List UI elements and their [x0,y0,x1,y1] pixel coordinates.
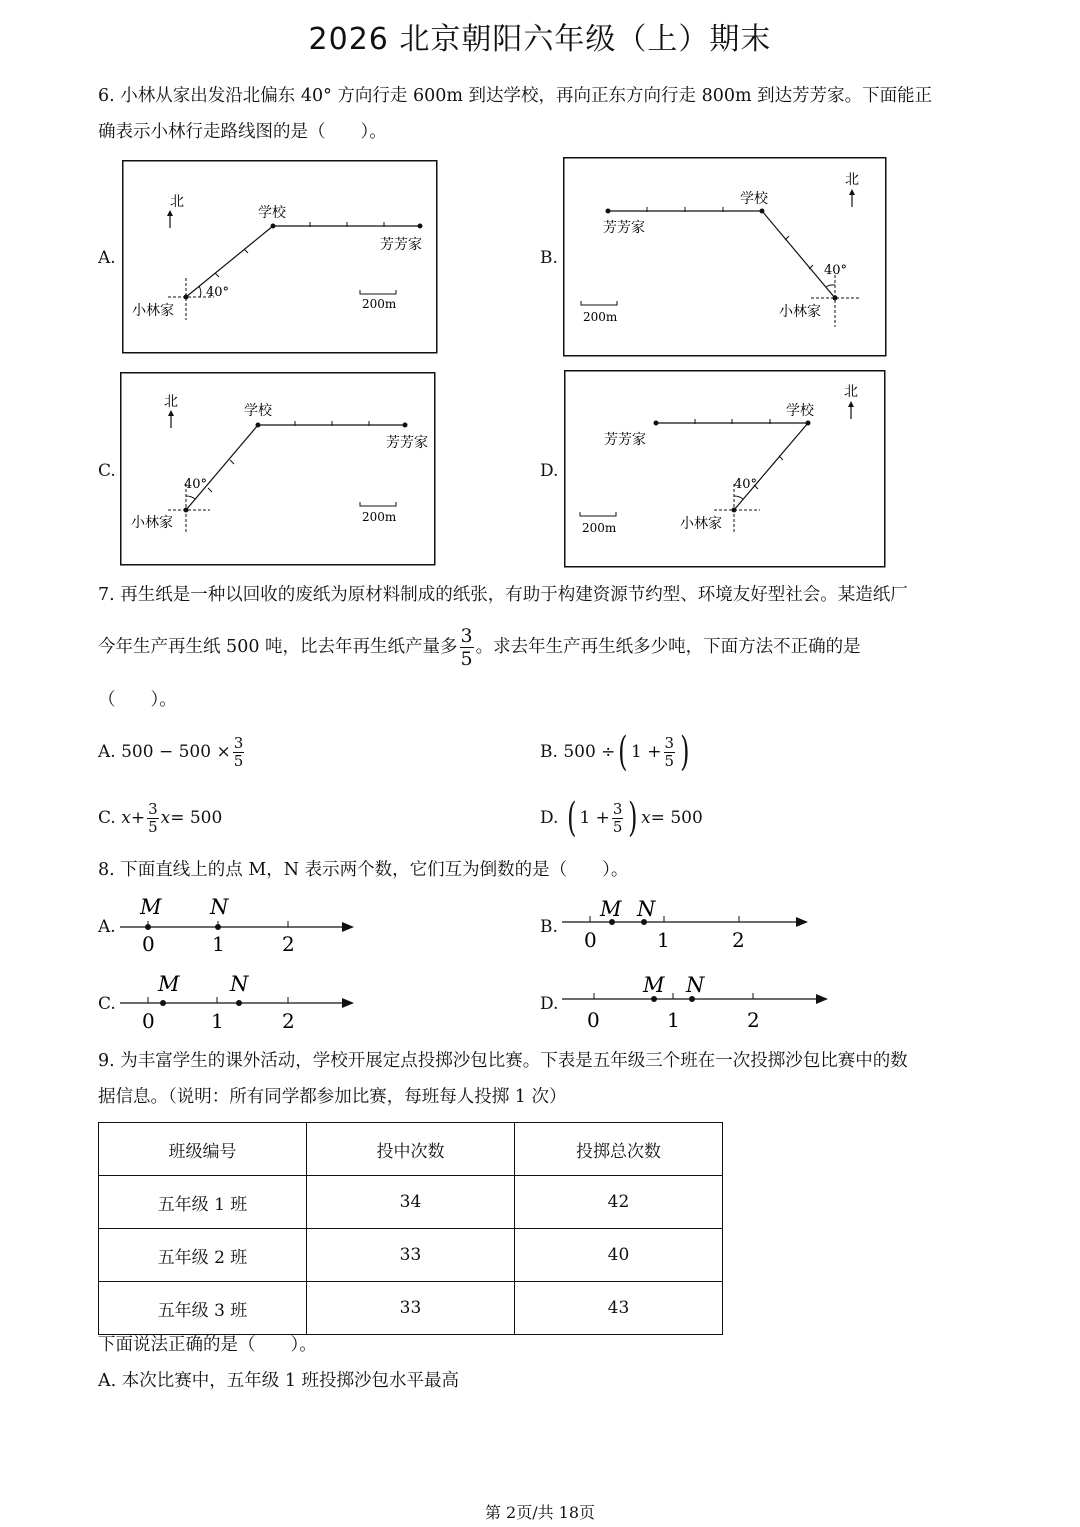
svg-text:N: N [230,972,249,996]
table-row [99,1229,723,1282]
table-cell: 42 [515,1176,723,1229]
fang-home-label: 芳芳家 [380,237,422,253]
q8-option-d-label: D. [540,994,559,1014]
number-line-d [560,968,832,1034]
fang-home-label: 芳芳家 [386,435,428,451]
svg-text:M: M [158,972,180,996]
scale-label: 200m [362,510,397,524]
scale-bar [580,512,616,516]
svg-text:2: 2 [732,928,745,952]
page-number: 第 2页/共 18页 [484,1503,596,1522]
svg-text:N: N [686,973,705,997]
q9-question: 下面说法正确的是（ ）。 [98,1335,317,1355]
q7-line3: （ ）。 [98,690,177,710]
fang-home-label: 芳芳家 [604,432,646,448]
svg-text:0: 0 [587,1008,600,1032]
lin-home-label: 小林家 [680,516,722,532]
q7-line2: 今年生产再生纸 500 吨，比去年再生纸产量多 $\frac{3}{5}$ 。求去年生产再生纸多少吨，下面方法不正确的是 [98,624,861,670]
school-label: 学校 [740,191,768,207]
lin-home-label: 小林家 [132,303,174,319]
q9-line1: 9. 为丰富学生的课外活动，学校开展定点投掷沙包比赛。下表是五年级三个班在一次投掷沙包比赛中的数 [98,1051,908,1071]
table-row [99,1176,723,1229]
svg-text:N: N [637,897,656,921]
q6-option-d-label: D. [540,461,559,481]
scale-bar [360,290,396,294]
scale-label: 200m [362,297,397,311]
q7-option-d: D. ( 1 + $\frac{3}{5}$ ) x = 500 [540,795,703,841]
table-cell: 33 [307,1282,515,1335]
number-line-b [560,892,812,958]
number-line-a [118,892,358,958]
school-label: 学校 [786,403,814,419]
fang-home-label: 芳芳家 [603,220,645,236]
angle-label: 40° [184,477,208,492]
angle-label: 40° [206,285,230,300]
scale-label: 200m [582,521,617,535]
point-m [145,924,151,930]
point-m [160,1000,166,1006]
q6-option-b-label: B. [540,248,558,268]
table-cell: 五年级 2 班 [99,1229,307,1282]
svg-text:2: 2 [282,932,295,956]
table-cell: 五年级 1 班 [99,1176,307,1229]
q8-option-b-label: B. [540,917,558,937]
svg-text:1: 1 [211,1009,224,1033]
table-cell: 34 [307,1176,515,1229]
scale-label: 200m [583,310,618,324]
q7-option-b: B. 500 ÷ ( 1 + $\frac{3}{5}$ ) [540,729,690,775]
school-label: 学校 [244,403,272,419]
svg-text:M: M [140,895,162,919]
q6-option-a-label: A. [98,248,116,268]
fraction-three-fifths: $\frac{3}{5}$ [460,624,473,670]
page-title: 2026 北京朝阳六年级（上）期末 [308,22,772,57]
route-map-b [563,157,887,357]
table-cell: 40 [515,1229,723,1282]
svg-text:0: 0 [142,1009,155,1033]
scale-bar [360,502,396,506]
svg-text:2: 2 [282,1009,295,1033]
number-line-c [118,970,358,1034]
table-header-cell: 投掷总次数 [515,1123,723,1176]
q9-option-a: A. 本次比赛中，五年级 1 班投掷沙包水平最高 [98,1371,460,1391]
table-header-cell: 投中次数 [307,1123,515,1176]
route-map-d [564,370,886,568]
lin-home-label: 小林家 [131,515,173,531]
north-label: 北 [164,394,178,410]
north-label: 北 [845,172,859,188]
angle-label: 40° [824,263,848,278]
scale-bar [581,301,617,305]
table-header-row [99,1123,723,1176]
svg-text:1: 1 [212,932,225,956]
north-label: 北 [844,384,858,400]
q9-line2: 据信息。（说明：所有同学都参加比赛，每班每人投掷 1 次） [98,1087,567,1107]
route-map-c [120,372,436,566]
q8-option-c-label: C. [98,994,116,1014]
school-label: 学校 [258,205,286,221]
point-n [215,924,221,930]
q7-option-c: C. x + $\frac{3}{5}$ x = 500 [98,799,223,836]
svg-text:1: 1 [667,1008,680,1032]
route-map-a [122,160,438,354]
table-cell: 43 [515,1282,723,1335]
table-header-cell: 班级编号 [99,1123,307,1176]
lin-home-label: 小林家 [779,304,821,320]
svg-text:1: 1 [657,928,670,952]
q6-line2: 确表示小林行走路线图的是（ ）。 [98,122,387,142]
q6-line1: 6. 小林从家出发沿北偏东 40° 方向行走 600m 到达学校，再向正东方向行走 800m 到达芳芳家。下面能正 [98,86,933,106]
north-label: 北 [170,194,184,210]
svg-text:N: N [210,895,229,919]
svg-text:0: 0 [142,932,155,956]
svg-text:0: 0 [584,928,597,952]
svg-text:M: M [600,897,622,921]
svg-text:M: M [643,973,665,997]
q7-line1: 7. 再生纸是一种以回收的废纸为原材料制成的纸张，有助于构建资源节约型、环境友好型社会。某造纸厂 [98,585,908,605]
throw-data-table [98,1122,723,1335]
table-cell: 五年级 3 班 [99,1282,307,1335]
q8-text: 8. 下面直线上的点 M，N 表示两个数，它们互为倒数的是（ ）。 [98,860,629,880]
q6-option-c-label: C. [98,461,116,481]
q8-option-a-label: A. [98,917,116,937]
q7-option-a: A. 500 − 500 × $\frac{3}{5}$ [98,733,244,770]
table-cell: 33 [307,1229,515,1282]
point-n [236,1000,242,1006]
svg-text:2: 2 [747,1008,760,1032]
angle-label: 40° [734,477,758,492]
